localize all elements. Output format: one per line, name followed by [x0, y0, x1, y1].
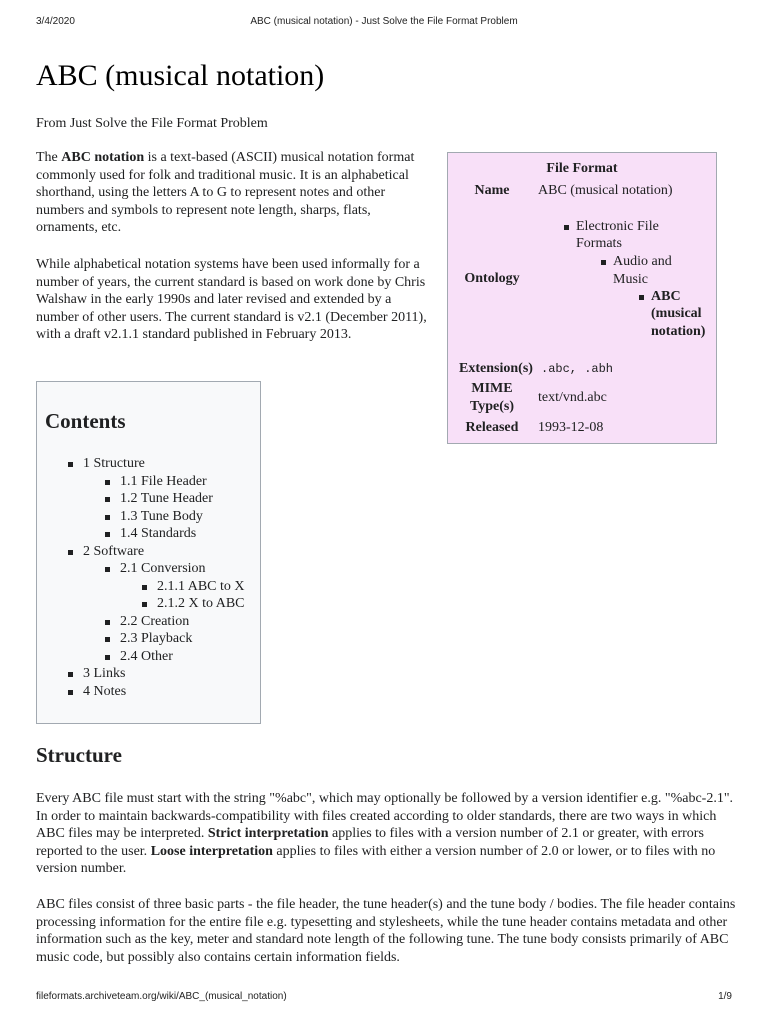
- infobox-name-label: Name: [474, 183, 510, 198]
- structure-paragraph-2: ABC files consist of three basic parts - the file header, the tune header(s) and the tune body / bodies. The file header contains processing information for the entire file e.g. typesetting and stylesheets, while the tune header contains metadata and other information such as the key, meter and standard note length of the following tune. The tune body consists primarily of ABC music code, but possibly also contains certain information fields.: [36, 897, 736, 965]
- ontology-item-electronic-file-formats-line2[interactable]: Formats: [576, 236, 622, 251]
- infobox-mime-label-2: Type(s): [469, 399, 515, 414]
- loose-interpretation-term: Loose interpretation: [150, 843, 273, 859]
- print-header: [36, 16, 732, 30]
- infobox-released-label: Released: [465, 420, 519, 435]
- bullet-icon: [105, 567, 110, 572]
- ontology-item-electronic-file-formats[interactable]: Electronic File: [576, 218, 659, 236]
- intro-term: ABC notation: [61, 150, 145, 165]
- infobox-mime-label-1: MIME: [471, 381, 513, 396]
- toc-item-1-3-tune-body[interactable]: 1.3 Tune Body: [120, 508, 203, 526]
- ontology-item-abc-line3: notation): [651, 324, 706, 339]
- bullet-icon: [68, 550, 73, 555]
- bullet-icon: [105, 532, 110, 537]
- history-paragraph: While alphabetical notation systems have been used informally for a number of years, the current standard is based on work done by Chris Walshaw in the early 1990s and later revised and extended by a number of other users. The current standard is v2.1 (December 2011), with a draft v2.1.1 standard published in February 2013.: [36, 257, 427, 343]
- bullet-icon: [68, 672, 73, 677]
- bullet-icon: [68, 690, 73, 695]
- ontology-item-abc: ABC: [651, 288, 681, 306]
- toc-item-2-1-2-x-to-abc[interactable]: 2.1.2 X to ABC: [157, 595, 245, 613]
- strict-interpretation-term: Strict interpretation: [207, 826, 329, 842]
- print-url: fileformats.archiveteam.org/wiki/ABC_(musical_notation): [36, 991, 287, 1002]
- site-sub: From Just Solve the File Format Problem: [36, 116, 268, 131]
- bullet-icon: [639, 295, 644, 300]
- intro-prefix: The: [36, 150, 62, 165]
- toc-title: Contents: [45, 409, 126, 433]
- section-heading-structure: Structure: [36, 743, 122, 767]
- intro-rest: is a text-based (ASCII) musical notation format commonly used for folk and traditional music. It is an alphabetical shorthand, using the letters A to G to represent notes and other numbers and symbols to represent note length, sharps, flats, ornaments, etc.: [36, 150, 415, 236]
- toc-item-2-1-conversion[interactable]: 2.1 Conversion: [120, 560, 206, 578]
- ontology-item-audio-music-line2[interactable]: Music: [613, 272, 648, 287]
- page-title: ABC (musical notation): [36, 59, 325, 92]
- toc-item-2-software[interactable]: 2 Software: [83, 543, 144, 561]
- bullet-icon: [105, 655, 110, 660]
- toc-item-1-structure[interactable]: 1 Structure: [83, 455, 145, 473]
- toc-item-3-links[interactable]: 3 Links: [83, 665, 125, 683]
- bullet-icon: [601, 260, 606, 265]
- bullet-icon: [564, 225, 569, 230]
- infobox-title: File Format: [546, 161, 618, 176]
- toc-item-1-4-standards[interactable]: 1.4 Standards: [120, 525, 196, 543]
- bullet-icon: [105, 620, 110, 625]
- table-of-contents: [36, 381, 261, 724]
- bullet-icon: [142, 585, 147, 590]
- infobox-extension-value: .abc, .abh: [541, 362, 614, 376]
- page-number: 1/9: [718, 991, 732, 1002]
- bullet-icon: [105, 497, 110, 502]
- ontology-item-audio-music[interactable]: Audio and: [613, 253, 672, 271]
- toc-item-2-3-playback[interactable]: 2.3 Playback: [120, 630, 192, 648]
- infobox: [447, 152, 717, 444]
- bullet-icon: [105, 637, 110, 642]
- toc-item-4-notes[interactable]: 4 Notes: [83, 683, 126, 701]
- structure-paragraph-1: Every ABC file must start with the string "%abc", which may optionally be followed by a version identifier e.g. "%abc-2.1". In order to maintain backwards-compatibility with files created according to older standards, there are two ways in which ABC files may be interpreted. Strict interpretation applies to files with a version number of 2.1 or greater, with errors reported to the user. Loose interpretation applies to files with either a version number of 2.0 or lower, or to files with no version number.: [36, 791, 734, 877]
- toc-item-2-2-creation[interactable]: 2.2 Creation: [120, 613, 189, 631]
- infobox-name-value: ABC (musical notation): [538, 183, 673, 198]
- ontology-item-abc-line2: (musical: [651, 306, 702, 321]
- infobox-extension-label: Extension(s): [459, 361, 533, 376]
- toc-item-1-1-file-header[interactable]: 1.1 File Header: [120, 473, 207, 491]
- print-footer: [36, 991, 732, 1005]
- print-title: ABC (musical notation) - Just Solve the File Format Problem: [250, 16, 518, 27]
- intro-paragraph: [36, 149, 436, 237]
- infobox-mime-value: text/vnd.abc: [538, 390, 607, 405]
- toc-item-2-1-1-abc-to-x[interactable]: 2.1.1 ABC to X: [157, 578, 245, 596]
- toc-item-1-2-tune-header[interactable]: 1.2 Tune Header: [120, 490, 213, 508]
- print-date: 3/4/2020: [36, 16, 75, 27]
- bullet-icon: [105, 515, 110, 520]
- bullet-icon: [105, 480, 110, 485]
- infobox-released-value: 1993-12-08: [538, 420, 604, 435]
- infobox-ontology-label: Ontology: [464, 271, 520, 286]
- toc-item-2-4-other[interactable]: 2.4 Other: [120, 648, 173, 666]
- bullet-icon: [68, 462, 73, 467]
- bullet-icon: [142, 602, 147, 607]
